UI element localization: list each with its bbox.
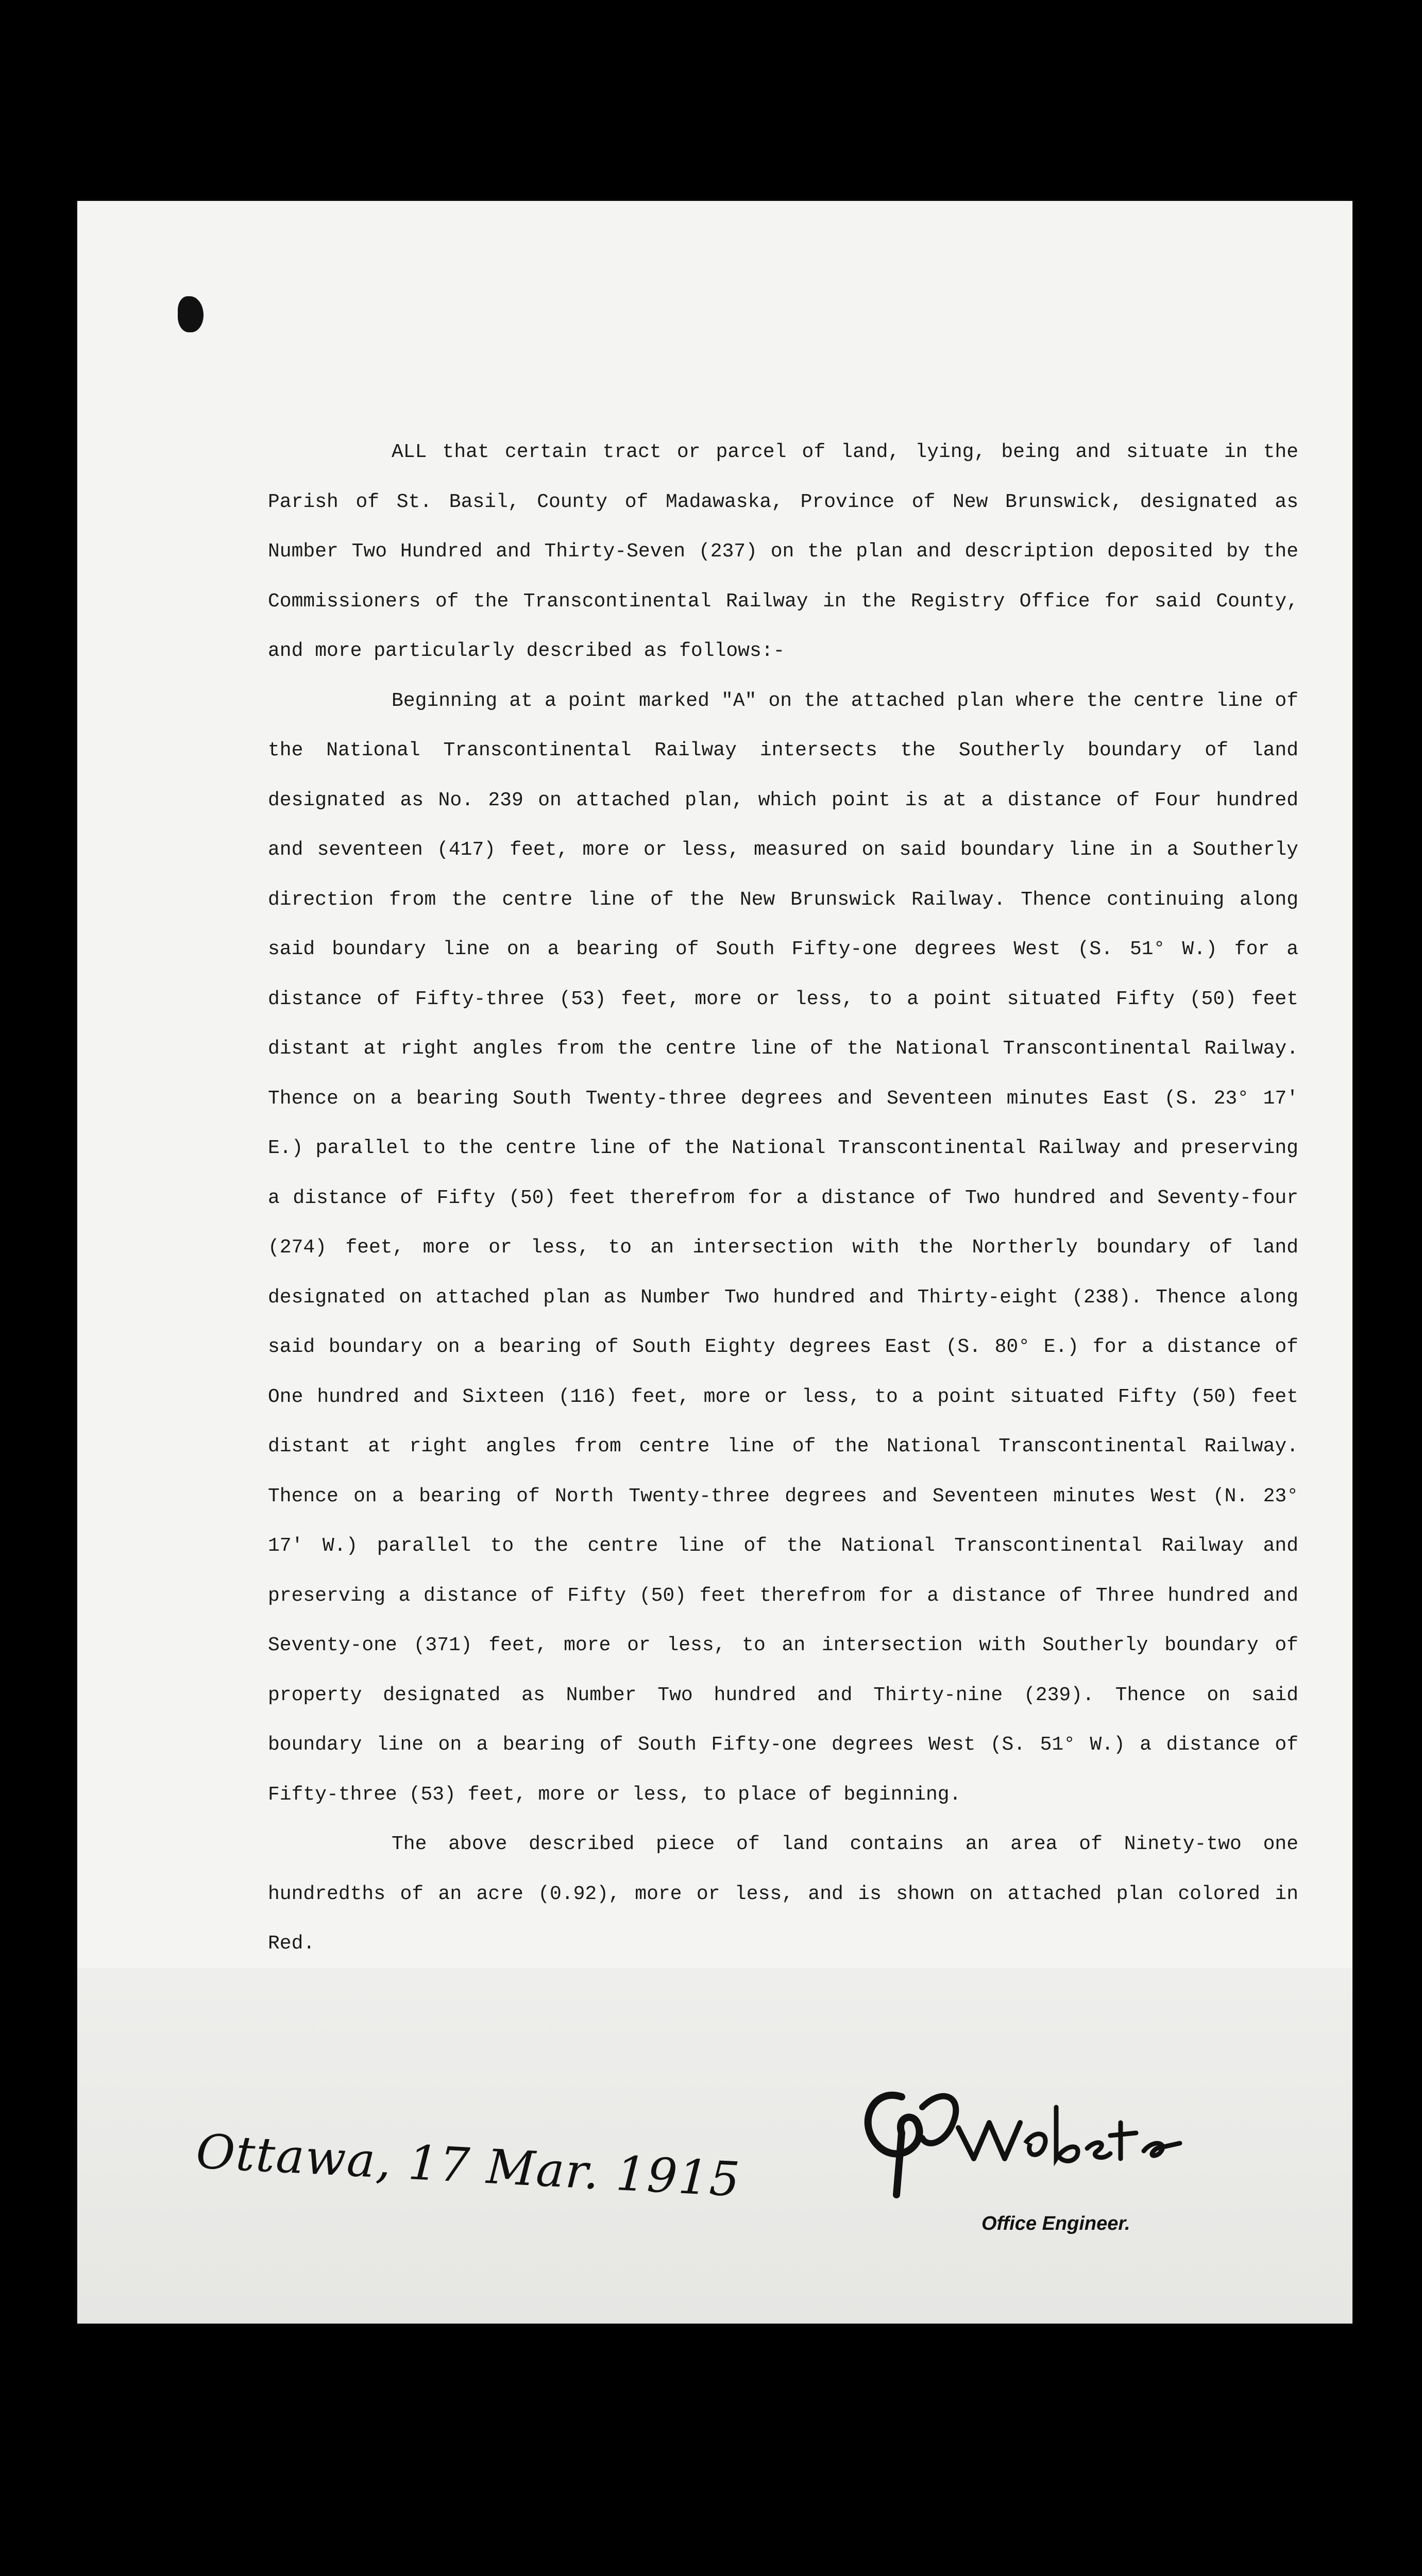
signature-title: Office Engineer. — [981, 2213, 1130, 2234]
document-body — [268, 428, 1298, 1969]
paragraph-boundary-description: Beginning at a point marked "A" on the attached plan where the centre line of the National Transcontinental Railway intersects the Southerly boundary of land designated as No. 239 on attached plan, which point is at a distance of Four hundred and seventeen (417) feet, more or less, measured on said boundary line in a Southerly direction from the centre line of the New Brunswick Railway. Thence continuing along said boundary line on a bearing of South Fifty-one degrees West (S. 51° W.) for a distance of Fifty-three (53) feet, more or less, to a point situated Fifty (50) feet distant at right angles from the centre line of the National Transcontinental Railway. Thence on a bearing South Twenty-three degrees and Seventeen minutes East (S. 23° 17' E.) parallel to the centre line of the National Transcontinental Railway and preserving a distance of Fifty (50) feet therefrom for a distance of Two hundred and Seventy-four (274) feet, more or less, to an intersection with the Northerly boundary of land designated on attached plan as Number Two hundred and Thirty-eight (238). Thence along said boundary on a bearing of South Eighty degrees East (S. 80° E.) for a distance of One hundred and Sixteen (116) feet, more or less, to a point situated Fifty (50) feet distant at right angles from centre line of the National Transcontinental Railway. Thence on a bearing of North Twenty-three degrees and Seventeen minutes West (N. 23° 17' W.) parallel to the centre line of the National Transcontinental Railway and preserving a distance of Fifty (50) feet therefrom for a distance of Three hundred and Seventy-one (371) feet, more or less, to an intersection with Southerly boundary of property designated as Number Two hundred and Thirty-nine (239). Thence on said boundary line on a bearing of South Fifty-one degrees West (S. 51° W.) a distance of Fifty-three (53) feet, more or less, to place of beginning. — [268, 689, 1298, 1806]
signature — [840, 2066, 1200, 2200]
document-page — [77, 201, 1352, 2324]
paragraph-area: The above described piece of land contains an area of Ninety-two one hundredths of an acre (0.92), more or less, and is shown on attached plan colored in Red. — [268, 1833, 1298, 1955]
paragraph-parcel-description: ALL that certain tract or parcel of land, lying, being and situate in the Parish of St. Basil, County of Madawaska, Province of New Brunswick, designated as Number Two Hundred and Thirty-Seven (237) on the plan and description deposited by the Commissioners of the Transcontinental Railway in the Registry Office for said County, and more particularly described as follows:- — [268, 441, 1298, 662]
signature-graphic — [840, 2066, 1200, 2200]
handwritten-date: Ottawa, 17 Mar. 1915 — [194, 2124, 742, 2208]
punch-hole-mark — [178, 296, 204, 332]
